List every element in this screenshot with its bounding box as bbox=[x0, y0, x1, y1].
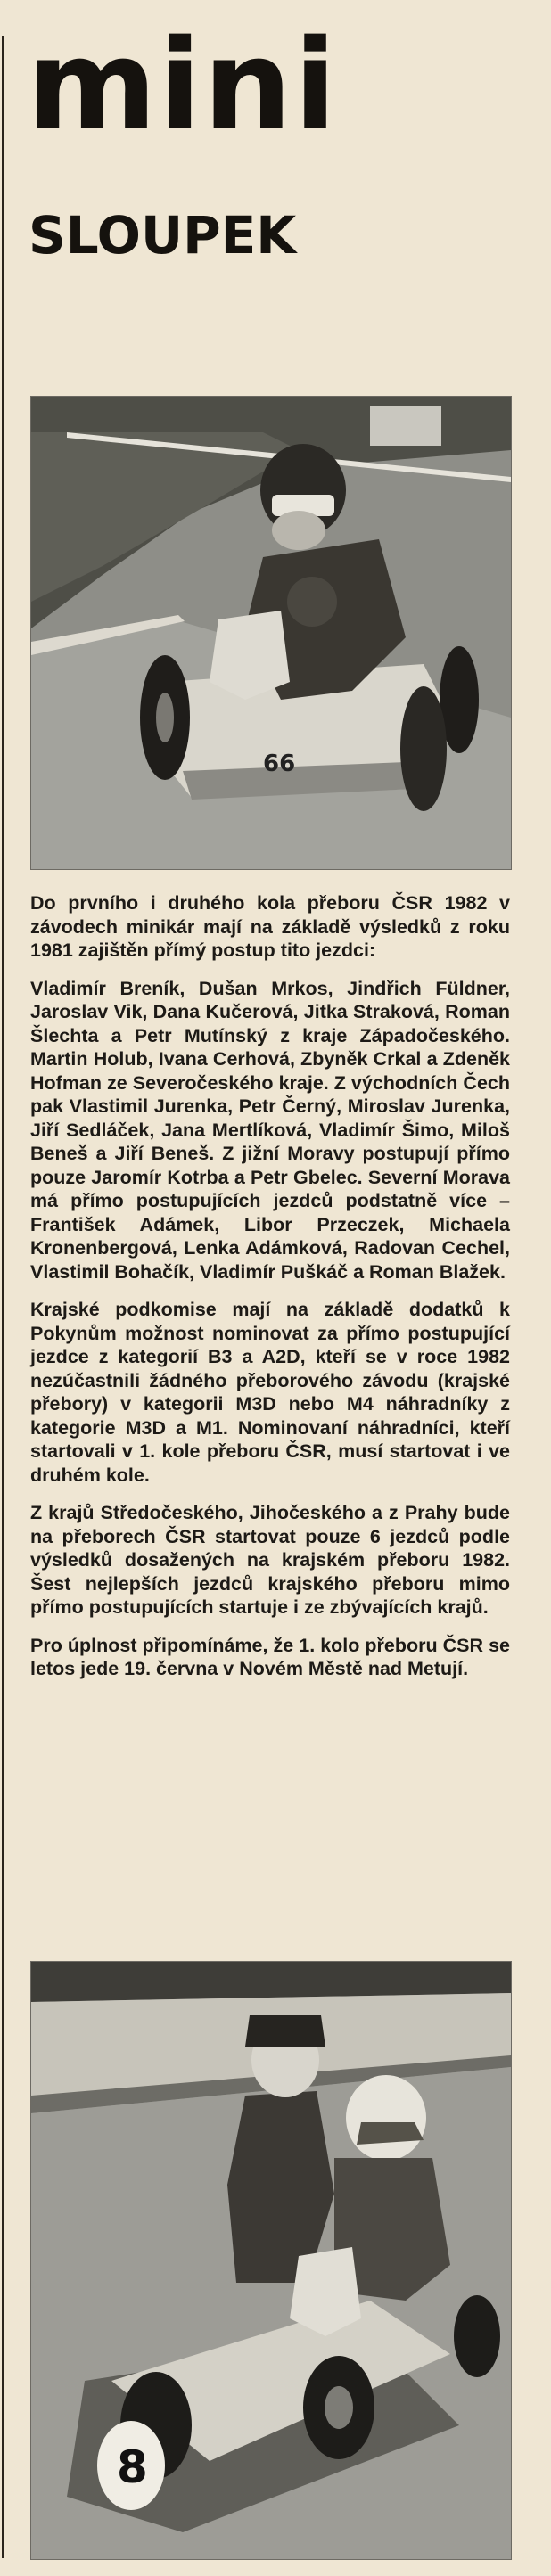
article-paragraph: Pro úplnost připomínáme, že 1. kolo přeboru ČSR se letos jede 19. června v Novém Městě nad Metují. bbox=[30, 1634, 510, 1679]
masthead bbox=[27, 13, 526, 287]
article-body bbox=[30, 891, 510, 1695]
photo-minikart-driver bbox=[30, 396, 512, 870]
page-edge-rule bbox=[2, 36, 4, 2558]
article-paragraph: Z krajů Středočeského, Jihočeského a z Prahy bude na přeborech ČSR startovat pouze 6 jezdců podle výsledků dosažených na krajském přeboru 1982. Šest nejlepších jezdců krajského přeboru mimo přímo postupujících startuje i ze zbývajících krajů. bbox=[30, 1502, 510, 1618]
photo-children-on-kart bbox=[30, 1961, 512, 2560]
masthead-subtitle: SLOUPEK bbox=[29, 205, 297, 266]
kart-number-bottom: 8 bbox=[117, 2441, 148, 2493]
article-paragraph: Vladimír Breník, Dušan Mrkos, Jindřich Füldner, Jaroslav Vik, Dana Kučerová, Jitka Straková, Roman Šlechta a Petr Mutínský z kraje Západočeského. Martin Holub, Ivana Cerhová, Zbyněk Crkal a Zdeněk Hofman ze Severočeského kraje. Z východních Čech pak Vlastimil Jurenka, Petr Černý, Miroslav Jurenka, Jiří Sedláček, Jana Mertlíková, Vladimír Šimo, Miloš Beneš a Jiří Beneš. Z jižní Moravy postupují přímo pouze Jaromír Kotrba a Petr Gbelec. Severní Morava má přímo postupujících jezdců podstatně více – František Adámek, Libor Przeczek, Michaela Kronenbergová, Lenka Adámková, Radovan Cechel, Vlastimil Bohačík, Vladimír Puškáč a Roman Blažek. bbox=[30, 977, 510, 1283]
kart-number-top: 66 bbox=[263, 751, 296, 777]
masthead-title: mini bbox=[27, 13, 339, 159]
article-paragraph: Krajské podkomise mají na základě dodatků k Pokynům možnost nominovat za přímo postupující jezdce z kategorií B3 a A2D, kteří se v roce 1982 nezúčastnili žádného přeborového závodu (krajské přebory) v kategorii M3D nebo M4 náhradníky z kategorie M3D a M1. Nominovaní náhradníci, kteří startovali v 1. kole přeboru ČSR, musí startovat i ve druhém kole. bbox=[30, 1299, 510, 1486]
article-paragraph: Do prvního i druhého kola přeboru ČSR 1982 v závodech minikár mají na základě výsledků z roku 1981 zajištěn přímý postup tito jezdci: bbox=[30, 892, 510, 961]
